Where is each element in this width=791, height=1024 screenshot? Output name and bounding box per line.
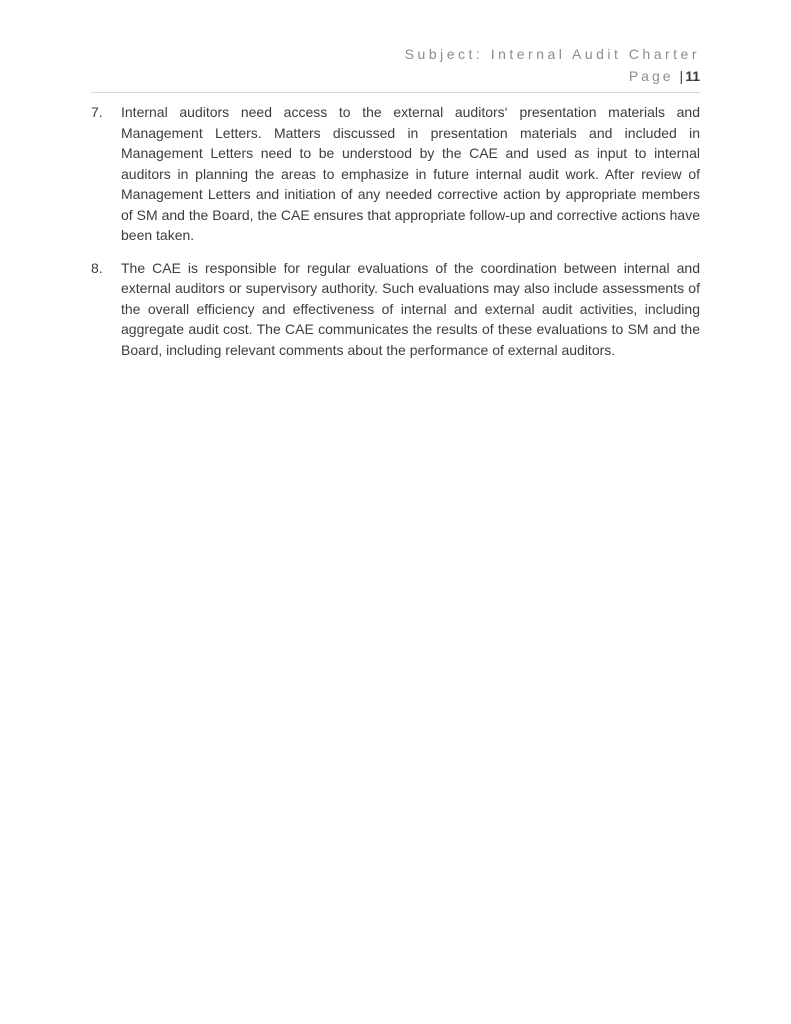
list-item-text: Internal auditors need access to the external auditors‘ presentation materials and Management Letters. Matters discussed in presentation materials and included in Management Letters need to be understood by the CAE and used as input to internal auditors in planning the areas to emphasize in future internal audit work. After review of Management Letters and initiation of any needed corrective action by appropriate members of SM and the Board, the CAE ensures that appropriate follow-up and corrective actions have been taken. bbox=[121, 104, 700, 243]
page-separator: | bbox=[679, 68, 684, 84]
list-item bbox=[91, 258, 700, 361]
list-item-number: 8. bbox=[91, 259, 103, 276]
header-divider bbox=[91, 92, 700, 93]
page-label: Page bbox=[628, 68, 674, 84]
document-body bbox=[91, 102, 700, 360]
list-item-text: The CAE is responsible for regular evaluations of the coordination between internal and external auditors or supervisory authority. Such evaluations may also include assessments of the overall efficiency and effectiveness of internal and external audit activities, including aggregate audit cost. The CAE communicates the results of these evaluations to SM and the Board, including relevant comments about the performance of external auditors. bbox=[121, 259, 700, 358]
list-item-number: 7. bbox=[91, 104, 103, 120]
subject-heading: Subject: Internal Audit Charter bbox=[404, 46, 700, 62]
page-header bbox=[91, 44, 700, 93]
page-number: 11 bbox=[685, 68, 700, 84]
page-number-line bbox=[91, 66, 700, 86]
list-item bbox=[91, 102, 700, 246]
